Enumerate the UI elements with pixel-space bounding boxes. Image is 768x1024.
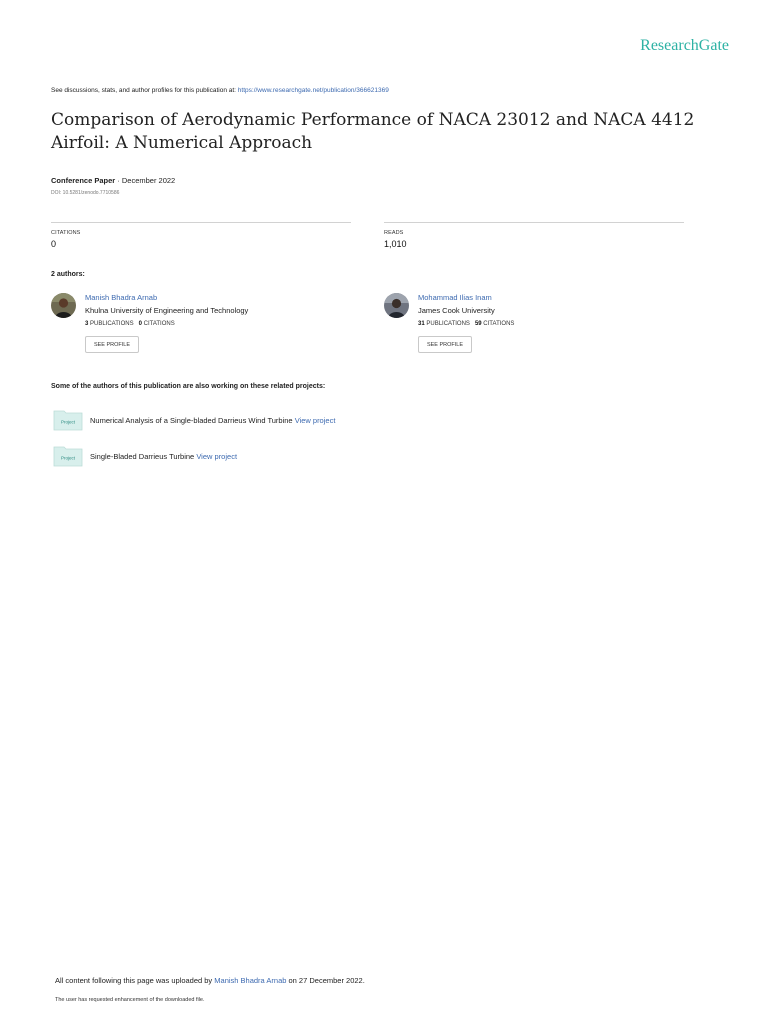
author-1-citations-label: CITATIONS: [141, 321, 175, 327]
author-1-name-link[interactable]: Manish Bhadra Arnab: [85, 293, 158, 302]
authors-heading: 2 authors:: [51, 271, 85, 278]
uploader-link[interactable]: Manish Bhadra Arnab: [214, 976, 287, 985]
publication-url-link[interactable]: https://www.researchgate.net/publication/366621369: [237, 87, 389, 94]
citations-value: 0: [51, 239, 57, 249]
author-2-stats: [418, 321, 514, 327]
publication-date: · December 2022: [115, 176, 176, 185]
author-1-publications-label: PUBLICATIONS: [88, 321, 134, 327]
author-2-publications-count: 31: [418, 321, 425, 327]
author-2-see-profile-button[interactable]: SEE PROFILE: [418, 336, 472, 353]
upload-prefix: All content following this page was uploaded by: [55, 976, 215, 985]
author-1-publications-count: 3: [85, 321, 89, 327]
author-1-avatar[interactable]: [51, 293, 76, 318]
stats-divider-left: [51, 222, 351, 223]
project-1-title: Numerical Analysis of a Single-bladed Darrieus Wind Turbine: [90, 416, 295, 425]
author-2-institution: James Cook University: [418, 306, 495, 315]
reads-label: READS: [384, 230, 404, 236]
author-2-avatar[interactable]: [384, 293, 409, 318]
upload-suffix: on 27 December 2022.: [286, 976, 365, 985]
author-2-publications-label: PUBLICATIONS: [424, 321, 470, 327]
publication-meta: [51, 176, 175, 185]
paper-title: Comparison of Aerodynamic Performance of NACA 23012 and NACA 4412 Airfoil: A Numerical Approach: [51, 110, 695, 153]
author-1-stats: [85, 321, 175, 327]
project-1-row: [90, 416, 335, 425]
author-2-citations-count: 59: [474, 321, 482, 327]
related-projects-heading: Some of the authors of this publication are also working on these related projects:: [51, 383, 326, 390]
discussion-prefix: See discussions, stats, and author profiles for this publication at:: [51, 87, 238, 94]
stats-divider-right: [384, 222, 684, 223]
project-2-view-link[interactable]: View project: [196, 452, 238, 461]
doi-text: DOI: 10.5281/zenodo.7710586: [51, 190, 120, 196]
author-1-citations-count: 0: [138, 321, 142, 327]
project-2-icon-label: Project: [60, 455, 76, 461]
project-2-title: Single-Bladed Darrieus Turbine: [90, 452, 197, 461]
project-folder-icon: [53, 445, 83, 465]
discussion-line: [51, 87, 389, 94]
reads-value: 1,010: [384, 239, 407, 249]
author-1-institution: Khulna University of Engineering and Technology: [85, 306, 249, 315]
author-1-see-profile-button[interactable]: SEE PROFILE: [85, 336, 139, 353]
project-1-view-link[interactable]: View project: [294, 416, 336, 425]
project-folder-icon: [53, 409, 83, 429]
author-2-name-link[interactable]: Mohammad Ilias Inam: [418, 293, 492, 302]
enhancement-note: The user has requested enhancement of the downloaded file.: [55, 997, 205, 1003]
upload-notice: [55, 976, 365, 985]
publication-type: Conference Paper: [51, 176, 116, 185]
project-1-icon-label: Project: [60, 419, 76, 425]
researchgate-logo[interactable]: ResearchGate: [640, 37, 729, 54]
citations-label: CITATIONS: [51, 230, 81, 236]
project-2-row: [90, 452, 237, 461]
author-2-citations-label: CITATIONS: [481, 321, 515, 327]
